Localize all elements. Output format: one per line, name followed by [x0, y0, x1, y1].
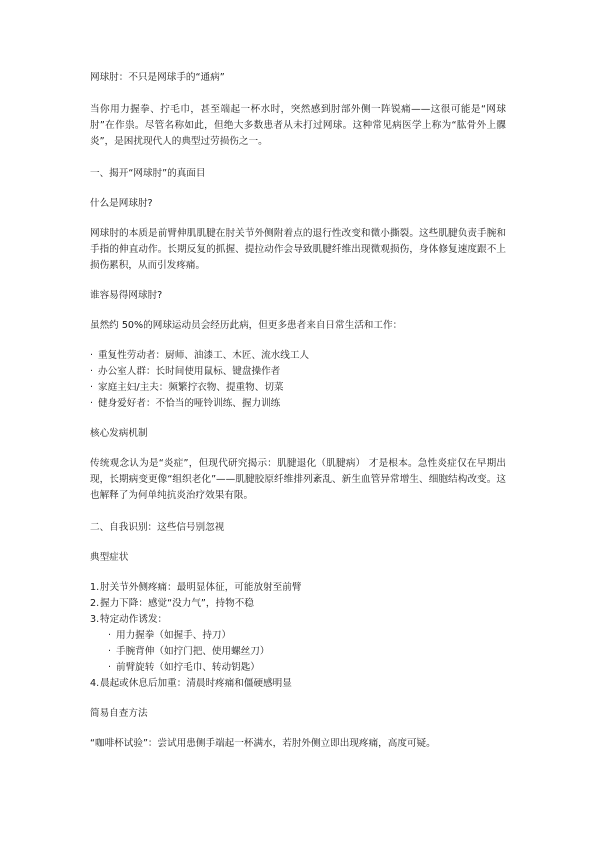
intro-paragraph: 当你用力握拳、拧毛巾，甚至端起一杯水时，突然感到肘部外侧一阵锐痛——这很可能是“网球肘”在作祟。尽管名称如此，但绝大多数患者从未打过网球。这种常见病医学上称为“肱骨外上髁炎”，是困扰现代人的典型过劳损伤之一。 [90, 104, 506, 147]
list-item: · 办公室人群：长时间使用鼠标、键盘操作者 [90, 364, 506, 380]
what-paragraph: 网球肘的本质是前臂伸肌肌腱在肘关节外侧附着点的退行性改变和微小撕裂。这些肌腱负责手腕和手指的伸直动作。长期反复的抓握、提拉动作会导致肌腱纤维出现微观损伤，身体修复速度跟不上损伤累积，从而引发疼痛。 [90, 228, 506, 271]
bullet-icon: · [90, 382, 94, 393]
list-item: 4. 晨起或休息后加重：清晨时疼痛和僵硬感明显 [90, 678, 292, 689]
subheading-what: 什么是网球肘? [90, 198, 153, 209]
bullet-icon: · [90, 366, 94, 377]
bullet-icon: · [90, 398, 94, 409]
subheading-selfcheck: 简易自查方法 [90, 708, 148, 719]
who-list [90, 348, 506, 412]
bullet-icon: · [108, 630, 112, 641]
document-title: 网球肘：不只是网球手的“通病” [90, 72, 225, 83]
list-item: · 家庭主妇/主夫：频繁拧衣物、提重物、切菜 [90, 380, 506, 396]
list-item: · 重复性劳动者：厨师、油漆工、木匠、流水线工人 [90, 348, 506, 364]
sub-list-item: · 前臂旋转（如拧毛巾、转动钥匙） [108, 660, 506, 676]
document-content [90, 64, 506, 752]
list-item: 3. 特定动作诱发： · 用力握拳（如握手、持刀） · 手腕背伸（如拧门把、使用螺丝刀） · 前臂旋转（如拧毛巾、转动钥匙） [90, 612, 506, 676]
section-heading-2: 二、自我识别：这些信号别忽视 [90, 522, 225, 533]
bullet-icon: · [90, 350, 94, 361]
selfcheck-paragraph: “咖啡杯试验”：尝试用患侧手端起一杯满水，若肘外侧立即出现疼痛，高度可疑。 [90, 738, 436, 749]
mechanism-paragraph: 传统观念认为是“炎症”，但现代研究揭示：肌腱退化（肌腱病） 才是根本。急性炎症仅在早期出现，长期病变更像“组织老化”——肌腱胶原纤维排列紊乱、新生血管异常增生、细胞结构改变。这也解释了为何单纯抗炎治疗效果有限。 [90, 458, 506, 501]
who-paragraph: 虽然约 50%的网球运动员会经历此病，但更多患者来自日常生活和工作： [90, 320, 403, 331]
bullet-icon: · [108, 662, 112, 673]
sub-list-item: · 手腕背伸（如拧门把、使用螺丝刀） [108, 644, 506, 660]
list-item: 2. 握力下降：感觉“没力气”，持物不稳 [90, 598, 254, 609]
list-item: 1. 肘关节外侧疼痛：最明显体征，可能放射至前臂 [90, 582, 302, 593]
subheading-who: 谁容易得网球肘? [90, 290, 163, 301]
section-heading-1: 一、揭开“网球肘”的真面目 [90, 168, 206, 179]
sub-list-item: · 用力握拳（如握手、持刀） [108, 628, 506, 644]
subheading-symptoms: 典型症状 [90, 552, 129, 563]
bullet-icon: · [108, 646, 112, 657]
sub-list [108, 628, 506, 676]
list-item: · 健身爱好者：不恰当的哑铃训练、握力训练 [90, 396, 506, 412]
symptoms-list [90, 580, 506, 692]
subheading-mechanism: 核心发病机制 [90, 428, 148, 439]
